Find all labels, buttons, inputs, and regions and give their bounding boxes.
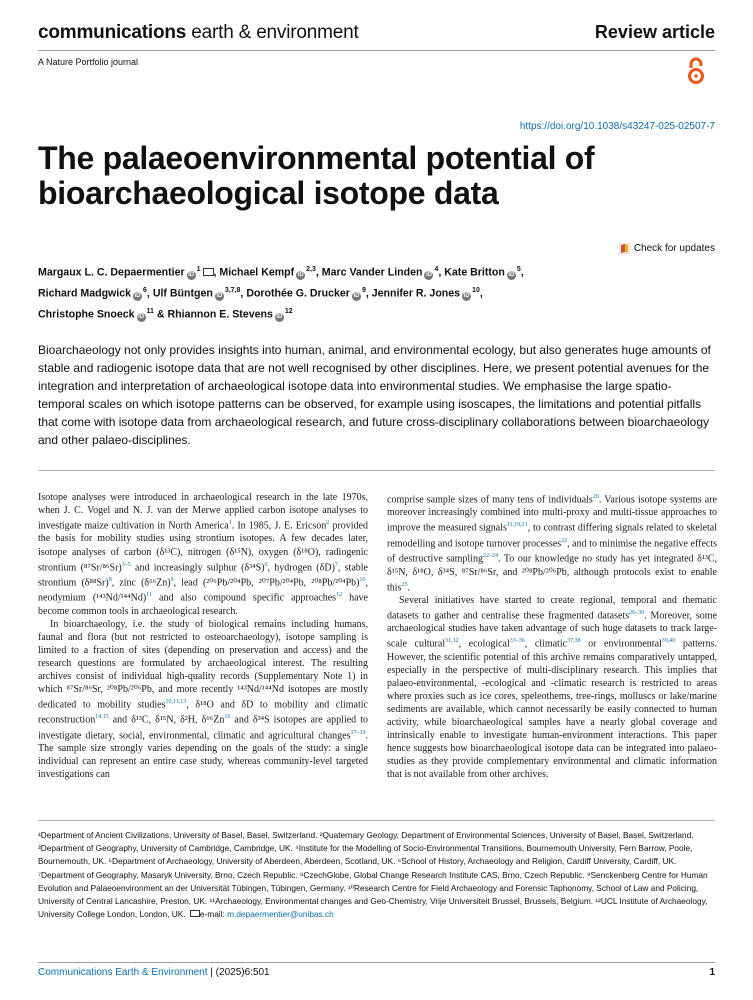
citation-link[interactable]: 12 bbox=[336, 592, 343, 599]
author-affiliation-sup: 5 bbox=[516, 266, 521, 273]
author-name[interactable]: Kate Britton bbox=[444, 266, 505, 279]
citation-link[interactable]: 16 bbox=[224, 714, 231, 721]
body-paragraph: Isotope analyses were introduced in archaeological research in the late 1970s, when J. C. Vogel and N. J. van der Merwe applied carbon isotope analyses to investigate maize cultivation in North America$^1$. In 1985, J. E. Ericson$^2$ provided the basis for mobility studies using strontium isotopes. A few decades later, isotope analyses of carbon (δ¹³C), nitrogen (δ¹⁵N), oxygen (δ¹⁸O), radiogenic strontium (⁸⁷Sr/⁸⁶Sr)$^{3-5}$ and increasingly sulphur (δ³⁴S)$^6$, hydrogen (δD)$^7$, stable strontium (δ⁸⁸Sr)$^8$, zinc (δ⁶⁶Zn)$^9$, lead (²⁰⁶Pb/²⁰⁴Pb, ²⁰⁷Pb/²⁰⁴Pb, ²⁰⁸Pb/²⁰⁴Pb)$^{10}$, neodymium (¹⁴³Nd/¹⁴⁴Nd)$^{11}$ and also compound specific approaches$^{12}$ have become common tools in archaeological research. bbox=[38, 492, 369, 617]
orcid-icon[interactable]: iD bbox=[188, 271, 195, 278]
author-name[interactable]: Rhiannon E. Stevens bbox=[167, 308, 273, 321]
citation-link[interactable]: 9 bbox=[170, 576, 174, 583]
author-name[interactable]: Margaux L. C. Depaermentier bbox=[38, 266, 185, 279]
author-name[interactable]: Ulf Büntgen bbox=[152, 287, 213, 300]
citation-link[interactable]: 37,38 bbox=[567, 638, 581, 645]
publisher-line: A Nature Portfolio journal bbox=[38, 57, 139, 67]
orcid-icon[interactable]: iD bbox=[353, 292, 360, 299]
citation-link[interactable]: 14,15 bbox=[95, 714, 109, 721]
citation-link[interactable]: 22–24 bbox=[482, 553, 498, 560]
author-line-2 bbox=[38, 282, 658, 303]
author-and: & bbox=[153, 308, 168, 321]
email-label: e-mail: bbox=[199, 909, 228, 920]
check-updates-label: Check for updates bbox=[633, 243, 715, 254]
author-name[interactable]: Christophe Snoeck bbox=[38, 308, 135, 321]
orcid-icon[interactable]: iD bbox=[297, 271, 304, 278]
affiliations bbox=[38, 829, 715, 921]
author-separator: , bbox=[479, 287, 483, 300]
article-type: Review article bbox=[594, 22, 715, 42]
author-separator: , bbox=[438, 266, 445, 279]
author-affiliation-sup: 11 bbox=[146, 308, 154, 316]
email-envelope-icon[interactable] bbox=[203, 268, 214, 276]
citation-link[interactable]: 1 bbox=[228, 520, 232, 527]
citation-link[interactable]: 22 bbox=[561, 537, 568, 544]
orcid-icon[interactable]: iD bbox=[216, 292, 223, 299]
author-affiliation-sup: 2,3 bbox=[306, 266, 316, 273]
author-affiliation-sup: 12 bbox=[284, 308, 293, 316]
author-affiliation-sup: 6 bbox=[143, 287, 147, 295]
journal-name[interactable] bbox=[38, 22, 359, 44]
footer-citation bbox=[38, 967, 270, 978]
orcid-icon[interactable]: iD bbox=[508, 271, 515, 278]
author-list bbox=[38, 261, 658, 324]
journal-name-bold: communications bbox=[38, 22, 187, 43]
author-affiliation-sup: 1 bbox=[196, 266, 201, 273]
article-title: The palaeoenvironmental potential of bioarchaeological isotope data bbox=[38, 140, 595, 211]
author-affiliation-sup: 10 bbox=[472, 287, 480, 295]
author-affiliation-sup: 4 bbox=[434, 266, 439, 273]
body-column-left bbox=[38, 491, 368, 781]
header-divider bbox=[38, 50, 715, 51]
check-updates-icon bbox=[619, 243, 630, 254]
body-column-right bbox=[387, 491, 717, 781]
orcid-icon[interactable]: iD bbox=[463, 292, 470, 299]
corresponding-email-link[interactable]: m.depaermentier@unibas.ch bbox=[227, 909, 334, 920]
author-affiliation-sup: 3,7,8 bbox=[224, 287, 241, 295]
abstract-divider bbox=[38, 470, 715, 471]
citation-link[interactable]: 7 bbox=[334, 561, 338, 568]
author-name[interactable]: Michael Kempf bbox=[219, 266, 295, 279]
citation-link[interactable]: 8 bbox=[108, 576, 112, 583]
footer-divider bbox=[38, 962, 715, 963]
citation-link[interactable]: 39,40 bbox=[661, 638, 676, 645]
citation-link[interactable]: 17–19 bbox=[350, 729, 366, 736]
footer-journal-link[interactable]: Communications Earth & Environment bbox=[38, 967, 208, 978]
author-affiliation-sup: 9 bbox=[361, 287, 366, 295]
journal-header bbox=[38, 22, 715, 48]
abstract: Bioarchaeology not only provides insights into human, animal, and environmental ecology, but also generates huge amounts of stable and radiogenic isotope data that are not well recognised by other disciplines. Here, we present potential avenues for the integration and interpretation of archaeological isotope data into environmental studies. We emphasise the large spatio-temporal scales on which isotope patterns can be observed, for example using isoscapes, the limitations and potential pitfalls that come with isotope data from archaeological research, and future cross-disciplinary collaborations between bioarchaeology and other palaeo-disciplines. bbox=[38, 343, 711, 448]
citation-link[interactable]: 3–5 bbox=[121, 561, 131, 568]
doi-link[interactable]: https://doi.org/10.1038/s43247-025-02507-7 bbox=[519, 121, 715, 132]
citation-link[interactable]: 25 bbox=[401, 581, 408, 588]
body-paragraph: Several initiatives have started to create regional, temporal and thematic datasets to gather and centralise these fragmented datasets$^{26-30}$. Moreover, some archaeological studies have taken advantage of such huge datasets to track large-scale cultural$^{31,32}$, ecological$^{33-36}$, climatic$^{37,38}$ or environmental$^{39,40}$ patterns. However, the scientific potential of this archive remains comparatively untapped, especially in the perspective of multi-disciplinary research. This implies that palaeo-environmental, -ecological and -climatic research is restricted to areas where proxies such as ice cores, speleothems, tree-rings, molluscs or lake/marine sediments are available, which cannot necessarily be easily connected to human activity, while bioarchaeological samples have a nearly global coverage and intrinsically enable to investigate human-environment interactions. This paper hence suggests how bioarchaeological isotope data can be integrated into palaeo-studies as they provide complementary environmental and climatic information that is not available from other archives. bbox=[387, 594, 718, 781]
author-separator: , bbox=[213, 266, 220, 279]
footer-citation-text: | (2025)6:501 bbox=[207, 967, 270, 978]
citation-link[interactable]: 6 bbox=[264, 561, 268, 568]
author-separator: , bbox=[315, 266, 322, 279]
citation-link[interactable]: 33–36 bbox=[509, 638, 525, 645]
author-name[interactable]: Dorothée G. Drucker bbox=[246, 287, 350, 300]
affiliations-divider bbox=[38, 820, 715, 821]
open-access-icon bbox=[686, 56, 706, 86]
body-paragraph: In bioarchaeology, i.e. the study of biological remains including humans, faunal and flora (but not restricted to osteoarchaeology), isotope sampling is limited to a fraction of sites (depending on preservation and access) and the research questions are formulated by archaeological interest. The resulting archives consist of individual high-quality records (Supplementary Note 1) in which ⁸⁷Sr/⁸⁶Sr, ²⁰⁸Pb/²⁰⁶Pb, and more recently ¹⁴³Nd/¹⁴⁴Nd isotopes are mostly dedicated to mobility studies$^{10,11,13}$, δ¹⁸O and δD to mobility and climatic reconstruction$^{14,15}$ and δ¹³C, δ¹⁵N, δ²H, δ⁶⁶Zn$^{16}$ and δ³⁴S isotopes are applied to investigate dietary, social, environmental, climatic and agricultural changes$^{17-19}$. The sample size strongly varies depending on the goals of the study: a single individual can represent an entire case study, whereas community-level targeted investigations can bbox=[38, 618, 368, 781]
citation-link[interactable]: 31,32 bbox=[445, 638, 459, 645]
citation-link[interactable]: 11 bbox=[146, 592, 152, 599]
orcid-icon[interactable]: iD bbox=[134, 292, 141, 299]
orcid-icon[interactable]: iD bbox=[425, 271, 432, 278]
body-paragraph: comprise sample sizes of many tens of individuals$^{20}$. Various isotope systems are moreover increasingly combined into multi-proxy and multi-tissue approaches to improve the measured signals$^{11,19,21}$, to contrast differing signals related to skeletal remodelling and isotope turnover processes$^{22}$, and to minimise the negative effects of destructive sampling$^{22-24}$. To our knowledge no study has yet integrated δ¹³C, δ¹⁵N, δ¹⁸O, δ³⁴S, ⁸⁷Sr/⁸⁶Sr, and ²⁰⁸Pb/²⁰⁶Pb, although protocols exist to enable this$^{25}$. bbox=[387, 494, 717, 593]
affiliations-text: ¹Department of Ancient Civilizations, University of Basel, Basel, Switzerland. ²Quaternary Geology, Department of Environmental Sciences, University of Basel, Basel, Switzerland. ³Department of Geography, University of Cambridge, Cambridge, UK. ⁴Institute for the Modelling of Socio-Environmental Transitions, Bournemouth University, Fern Barrow, Poole, Bournemouth, UK. ⁵Department of Archaeology, University of Aberdeen, Aberdeen, Scotland, UK. ⁶School of History, Archaeology and Religion, Cardiff University, Cardiff, UK. ⁷Department of Geography, Masaryk University, Brno, Czech Republic. ⁸CzechGlobe, Global Change Research Institute CAS, Brno, Czech Republic. ⁹Senckenberg Centre for Human Evolution and Palaeoenvironment an der Universität Tübingen, Tübingen, Germany. ¹⁰Research Centre for Field Archaeology and Forensic Taphonomy, School of Law and Policing, University of Central Lancashire, Preston, UK. ¹¹Archaeology, Environmental changes and Geo-Chemistry, Vrije Universiteit Brussel, Brussels, Belgium. ¹²UCL Institute of Archaeology, University College London, London, UK. bbox=[38, 830, 708, 920]
citation-link[interactable]: 2 bbox=[326, 520, 330, 527]
citation-link[interactable]: 11,19,21 bbox=[506, 522, 528, 529]
orcid-icon[interactable]: iD bbox=[138, 313, 145, 320]
citation-link[interactable]: 10 bbox=[359, 576, 366, 583]
author-line-3 bbox=[38, 303, 658, 324]
author-line-1 bbox=[38, 261, 658, 282]
citation-link[interactable]: 10,11,13 bbox=[165, 699, 187, 706]
journal-name-rest: earth & environment bbox=[186, 22, 359, 43]
author-separator: , bbox=[240, 287, 247, 300]
author-separator: , bbox=[146, 287, 153, 300]
author-separator: , bbox=[520, 266, 524, 279]
author-separator: , bbox=[365, 287, 372, 300]
page-number: 1 bbox=[709, 967, 715, 978]
orcid-icon[interactable]: iD bbox=[276, 313, 283, 320]
email-envelope-icon bbox=[190, 910, 200, 917]
citation-link[interactable]: 20 bbox=[592, 494, 599, 500]
author-name[interactable]: Jennifer R. Jones bbox=[371, 287, 461, 300]
author-name[interactable]: Richard Madgwick bbox=[38, 287, 132, 300]
citation-link[interactable]: 26–30 bbox=[629, 610, 645, 617]
check-for-updates-button[interactable] bbox=[619, 243, 715, 254]
author-name[interactable]: Marc Vander Linden bbox=[321, 266, 423, 279]
